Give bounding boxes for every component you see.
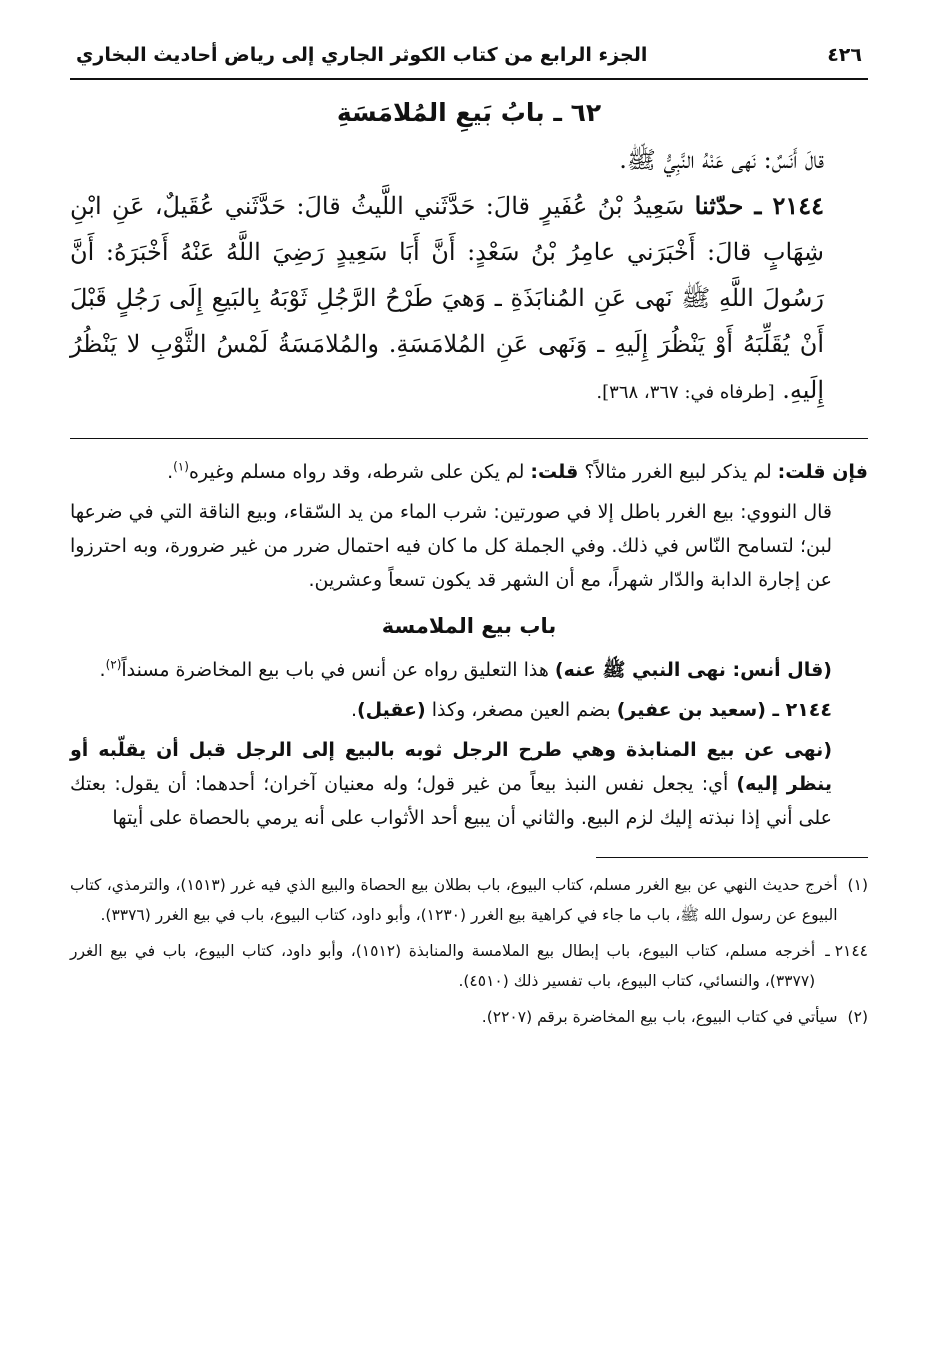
footnotes (70, 870, 868, 1032)
cross-reference: [طرفاه في: ٣٦٧، ٣٦٨]. (596, 382, 775, 403)
footnote-mark: (١) (847, 876, 868, 894)
commentary-paragraph-4: ٢١٤٤ ـ (سعيد بن عفير) بضم العين مصغر، وكذا (عقيل). (350, 699, 832, 721)
running-title: الجزء الرابع من كتاب الكوثر الجاري إلى رياض أحاديث البخاري (76, 44, 648, 66)
commentary-block (70, 455, 868, 835)
commentary-subheading: باب بيع الملامسة (381, 614, 557, 638)
commentary-paragraph-3: (قال أنس: نهى النبي ﷺ عنه) هذا التعليق رواه عن أنس في باب بيع المخاضرة مسنداً$^{(٢)}$. (99, 657, 832, 681)
commentary-paragraph-2: قال النووي: بيع الغرر باطل إلا في صورتين: شرب الماء من يد السّقاء، وبيع الناقة التي في ضرعها لبن؛ لتسامح النّاس في ذلك. وفي الجملة كل ما كان فيه احتمال ضرر من غير ضرورة، وبه احترزوا عن إجارة الدابة والدّار شهراً، مع أن الشهر قد يكون تسعاً وعشرين. (70, 501, 832, 591)
hadith-text-block (70, 137, 868, 416)
page-number: ٤٢٦ (827, 44, 862, 66)
book-page (70, 38, 868, 1038)
question-label: فإن قلت: (777, 461, 868, 483)
commentary-paragraph-5: (نهى عن بيع المنابذة وهي طرح الرجل ثوبه بالبيع إلى الرجل قبل أن يقلّبه أو ينظر إليه) أي: يجعل نفس النبذ بيعاً من غير قول؛ وله معنيان آخران؛ أحدهما: أن يقول: بعتك على أني إذا نبذته إليك لزم البيع. والثاني أن يبيع أحد الأثواب على أنه يرمي بالحصاة على أيتها (70, 739, 832, 829)
footnote-text: سيأتي في كتاب البيوع، باب بيع المخاضرة برقم (٢٢٠٧). (481, 1008, 838, 1026)
footnote-2144 (70, 936, 868, 996)
chapter-title: ٦٢ ـ بابُ بَيعِ المُلامَسَةِ (336, 98, 602, 127)
footnote-ref-1: (١) (173, 459, 189, 474)
footnote-mark: (٢) (847, 1008, 868, 1026)
hadith-main (70, 183, 868, 416)
running-header (70, 38, 868, 80)
footnote-divider (596, 857, 868, 858)
footnote-text: أخرج حديث النهي عن بيع الغرر مسلم، كتاب البيوع، باب بطلان بيع الحصاة والبيع الذي فيه غرر (١٥١٣)، والترمذي، كتاب البيوع عن رسول الله ﷺ، باب ما جاء في كراهية بيع الغرر (١٢٣٠)، وأبو داود، كتاب البيوع، باب في بيع الغرر (٣٣٧٦). (70, 876, 838, 924)
footnote-2 (70, 1002, 868, 1032)
footnote-ref-2: (٢) (105, 657, 122, 672)
footnote-text: أخرجه مسلم، كتاب البيوع، باب إبطال بيع الملامسة والمنابذة (١٥١٢)، وأبو داود، كتاب البيوع، باب في بيع الغرر (٣٣٧٧)، والنسائي، كتاب البيوع، باب تفسير ذلك (٤٥١٠). (70, 942, 816, 990)
footnote-1 (70, 870, 868, 930)
hadith-body: سَعِيدُ بْنُ عُفَيرٍ قالَ: حَدَّثَني اللَّيثُ قالَ: حَدَّثَني عُقَيلٌ، عَنِ ابْنِ شِهَابٍ قالَ: أَخْبَرَني عامِرُ بْنُ سَعْدٍ: أَنَّ أَبَا سَعِيدٍ رَضِيَ اللَّهُ عَنْهُ أَخْبَرَهُ: أَنَّ رَسُولَ اللَّهِ ﷺ نَهى عَنِ المُنابَذَةِ ـ وَهيَ طَرْحُ الرَّجُلِ ثَوْبَهُ بِالبَيعِ إِلَى رَجُلٍ قَبْلَ أَنْ يُقَلِّبَهُ أَوْ يَنْظُرَ إِلَيهِ ـ وَنَهى عَنِ المُلامَسَةِ. والمُلامَسَةُ لَمْسُ الثَّوْبِ لا يَنْظُرُ إِلَيهِ. (70, 192, 824, 404)
hadith-intro: قالَ أَنَسٌ: نَهى عَنْهُ النَّبِيُّ ﷺ. (619, 146, 824, 174)
footnote-mark: ٢١٤٤ ـ (825, 942, 868, 960)
section-divider (70, 438, 868, 439)
answer-label: قلت: (530, 461, 579, 483)
hadith-number: ٢١٤٤ ـ حدّثنا (694, 191, 824, 220)
commentary-paragraph-1: فإن قلت: لم يذكر لبيع الغرر مثالاً؟ قلت: لم يكن على شرطه، وقد رواه مسلم وغيره$^{(١)}$. (167, 459, 868, 483)
